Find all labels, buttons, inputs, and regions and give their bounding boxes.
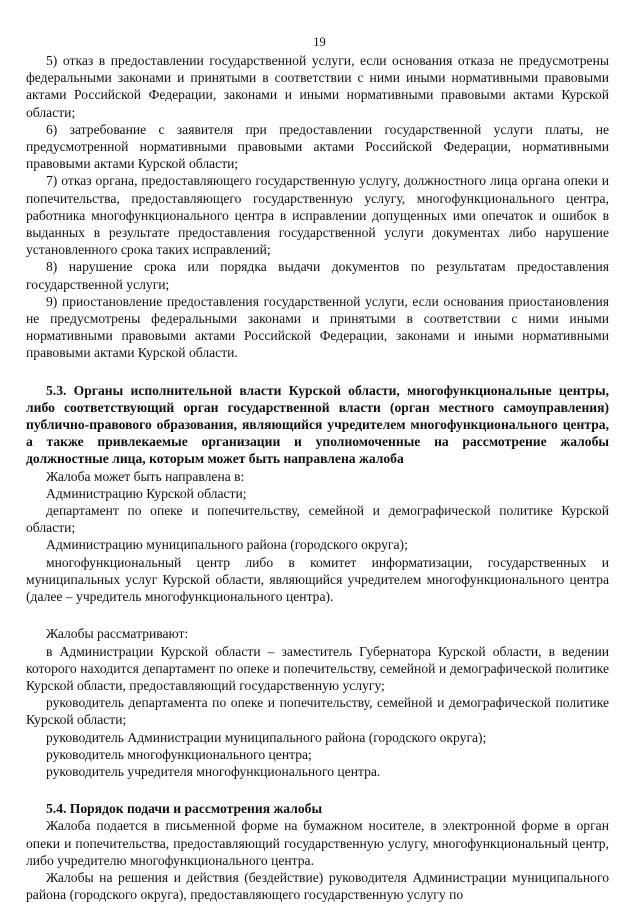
list-item: 9) приостановление предоставления государственной услуги, если основания приостановления не предусмотрены федеральными законами и принятыми в соответствии с ними иными нормативными правовыми актами Российской Федерации, законами и иными нормативными правовыми актами Курской области. — [26, 293, 609, 361]
list-item: 6) затребование с заявителя при предоставлении государственной услуги платы, не предусмотренной нормативными правовыми актами Российской Федерации, нормативными правовыми актами Курской области; — [26, 121, 609, 172]
paragraph: Жалобы на решения и действия (бездействие) руководителя Администрации муниципального района (городского округа), предоставляющего государственную услугу по — [26, 869, 609, 903]
paragraph: Жалоба может быть направлена в: — [46, 468, 245, 484]
section-5-3 — [26, 382, 609, 780]
paragraph: Жалобы рассматривают: — [46, 626, 189, 642]
document-body — [26, 52, 609, 903]
section-heading: 5.4. Порядок подачи и рассмотрения жалобы — [46, 801, 323, 817]
list-item: Администрацию Курской области; — [46, 485, 247, 501]
list-item: в Администрации Курской области – заместитель Губернатора Курской области, в ведении которого находится департамент по опеке и попечительству, семейной и демографической политике Курской области, предоставляющий государственную услугу; — [26, 643, 609, 693]
paragraph: Жалоба подается в письменной форме на бумажном носителе, в электронной форме в орган опеки и попечительства, предоставляющий государственную услугу, многофункциональный центр, либо учредителю многофункционального центра. — [26, 818, 609, 868]
list-item: руководитель многофункционального центра; — [46, 746, 312, 762]
list-item: руководитель учредителя многофункционального центра. — [46, 763, 381, 779]
violations-list — [26, 52, 609, 362]
list-item: руководитель департамента по опеке и попечительству, семейной и демографической политике Курской области; — [26, 695, 609, 728]
list-item: 8) нарушение срока или порядка выдачи документов по результатам предоставления государственной услуги; — [26, 259, 609, 292]
list-item: многофункциональный центр либо в комитет информатизации, государственных и муниципальных услуг Курской области, являющийся учредителем многофункционального центра (далее – учредитель многофункционального центра). — [26, 554, 609, 605]
list-item: руководитель Администрации муниципального района (городского округа); — [46, 729, 487, 745]
list-item: 5) отказ в предоставлении государственной услуги, если основания отказа не предусмотрены федеральными законами и принятыми в соответствии с ними иными нормативными правовыми актами Российской Федерации, законами и иными нормативными правовыми актами Курской области; — [26, 53, 609, 120]
section-5-4 — [26, 800, 609, 903]
list-item: 7) отказ органа, предоставляющего государственную услугу, должностного лица органа опеки и попечительства, предоставляющего государственную услугу, многофункционального центра, работника многофункционального центра в исправлении допущенных ими опечаток и ошибок в выданных в результате предоставления государственной услуги документах либо нарушение установленного срока таких исправлений; — [26, 173, 609, 258]
page-number: 19 — [313, 35, 326, 49]
list-item: Администрацию муниципального района (городского округа); — [46, 537, 408, 553]
section-heading: 5.3. Органы исполнительной власти Курской области, многофункциональные центры, либо соответствующий орган государственной власти (орган местного самоуправления) публично-правового образования, являющийся учредителем многофункционального центра, а также привлекаемые организации и уполномоченные на рассмотрение жалобы должностные лица, которым может быть направлена жалоба — [26, 382, 609, 467]
list-item: департамент по опеке и попечительству, семейной и демографической политике Курской области; — [26, 503, 609, 536]
